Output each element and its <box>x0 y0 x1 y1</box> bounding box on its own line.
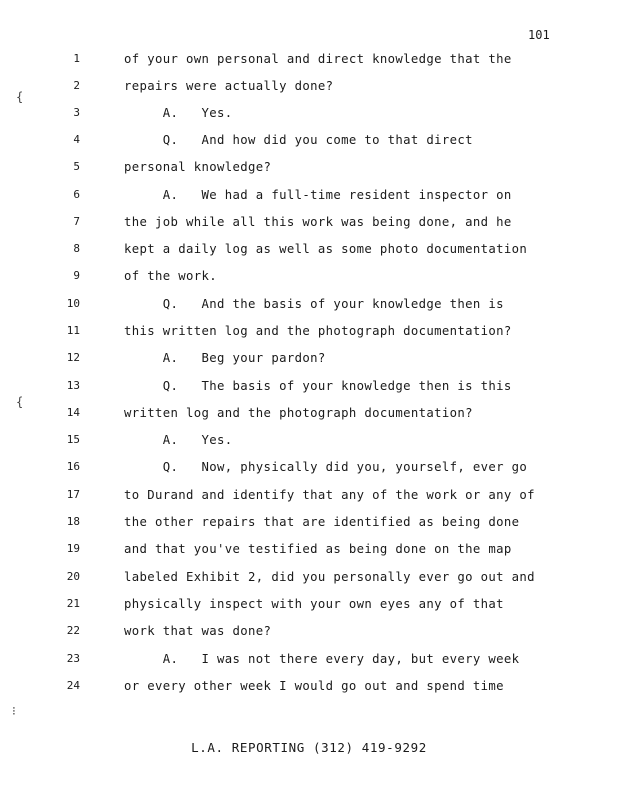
transcript-line <box>0 297 618 317</box>
line-text: of your own personal and direct knowledge that the <box>124 52 512 66</box>
line-text: and that you've testified as being done on the map <box>124 542 512 556</box>
line-text: Q. The basis of your knowledge then is this <box>124 379 512 393</box>
line-number: 16 <box>66 460 80 473</box>
margin-bracket-mark: { <box>16 90 24 104</box>
line-text: Q. And the basis of your knowledge then is <box>124 297 504 311</box>
transcript-line <box>0 160 618 180</box>
line-text: the job while all this work was being done, and he <box>124 215 512 229</box>
transcript-line <box>0 652 618 672</box>
line-text: or every other week I would go out and spend time <box>124 679 504 693</box>
transcript-line <box>0 542 618 562</box>
line-text: Q. Now, physically did you, yourself, ever go <box>124 460 528 474</box>
transcript-line <box>0 406 618 426</box>
page-number: 101 <box>528 28 550 42</box>
transcript-line <box>0 133 618 153</box>
line-number: 7 <box>73 215 80 228</box>
margin-tick-mark: ⁝ <box>12 704 16 718</box>
line-text: work that was done? <box>124 624 272 638</box>
line-number: 8 <box>73 242 80 255</box>
transcript-line <box>0 624 618 644</box>
line-text: to Durand and identify that any of the work or any of <box>124 488 535 502</box>
line-number: 13 <box>66 379 80 392</box>
line-number: 6 <box>73 188 80 201</box>
transcript-line <box>0 324 618 344</box>
transcript-line <box>0 379 618 399</box>
line-text: physically inspect with your own eyes any of that <box>124 597 504 611</box>
transcript-line <box>0 433 618 453</box>
transcript-line <box>0 488 618 508</box>
transcript-line <box>0 351 618 371</box>
line-text: A. Beg your pardon? <box>124 351 326 365</box>
line-text: A. I was not there every day, but every week <box>124 652 520 666</box>
transcript-line <box>0 460 618 480</box>
line-text: of the work. <box>124 269 218 283</box>
line-text: Q. And how did you come to that direct <box>124 133 473 147</box>
line-text: written log and the photograph documentation? <box>124 406 473 420</box>
line-text: personal knowledge? <box>124 160 272 174</box>
transcript-line <box>0 269 618 289</box>
line-number: 15 <box>66 433 80 446</box>
reporter-footer: L.A. REPORTING (312) 419-9292 <box>191 740 427 755</box>
line-number: 22 <box>66 624 80 637</box>
transcript-line <box>0 597 618 617</box>
line-text: labeled Exhibit 2, did you personally ever go out and <box>124 570 535 584</box>
line-number: 24 <box>66 679 80 692</box>
line-number: 18 <box>66 515 80 528</box>
line-number: 10 <box>66 297 80 310</box>
line-number: 19 <box>66 542 80 555</box>
transcript-line <box>0 679 618 699</box>
transcript-line <box>0 215 618 235</box>
transcript-line <box>0 242 618 262</box>
line-number: 23 <box>66 652 80 665</box>
line-number: 17 <box>66 488 80 501</box>
line-text: A. Yes. <box>124 433 233 447</box>
line-text: this written log and the photograph documentation? <box>124 324 512 338</box>
line-number: 14 <box>66 406 80 419</box>
line-number: 2 <box>73 79 80 92</box>
transcript-line <box>0 52 618 72</box>
line-number: 3 <box>73 106 80 119</box>
line-number: 1 <box>73 52 80 65</box>
transcript-line <box>0 188 618 208</box>
line-number: 5 <box>73 160 80 173</box>
line-text: the other repairs that are identified as being done <box>124 515 520 529</box>
line-number: 12 <box>66 351 80 364</box>
line-text: repairs were actually done? <box>124 79 334 93</box>
line-text: A. We had a full-time resident inspector on <box>124 188 512 202</box>
transcript-line <box>0 570 618 590</box>
line-number: 21 <box>66 597 80 610</box>
line-number: 11 <box>66 324 80 337</box>
line-number: 20 <box>66 570 80 583</box>
line-number: 4 <box>73 133 80 146</box>
line-text: kept a daily log as well as some photo documentation <box>124 242 528 256</box>
line-number: 9 <box>73 269 80 282</box>
transcript-line <box>0 515 618 535</box>
line-text: A. Yes. <box>124 106 233 120</box>
margin-bracket-mark: { <box>16 395 24 409</box>
transcript-line <box>0 106 618 126</box>
transcript-line <box>0 79 618 99</box>
